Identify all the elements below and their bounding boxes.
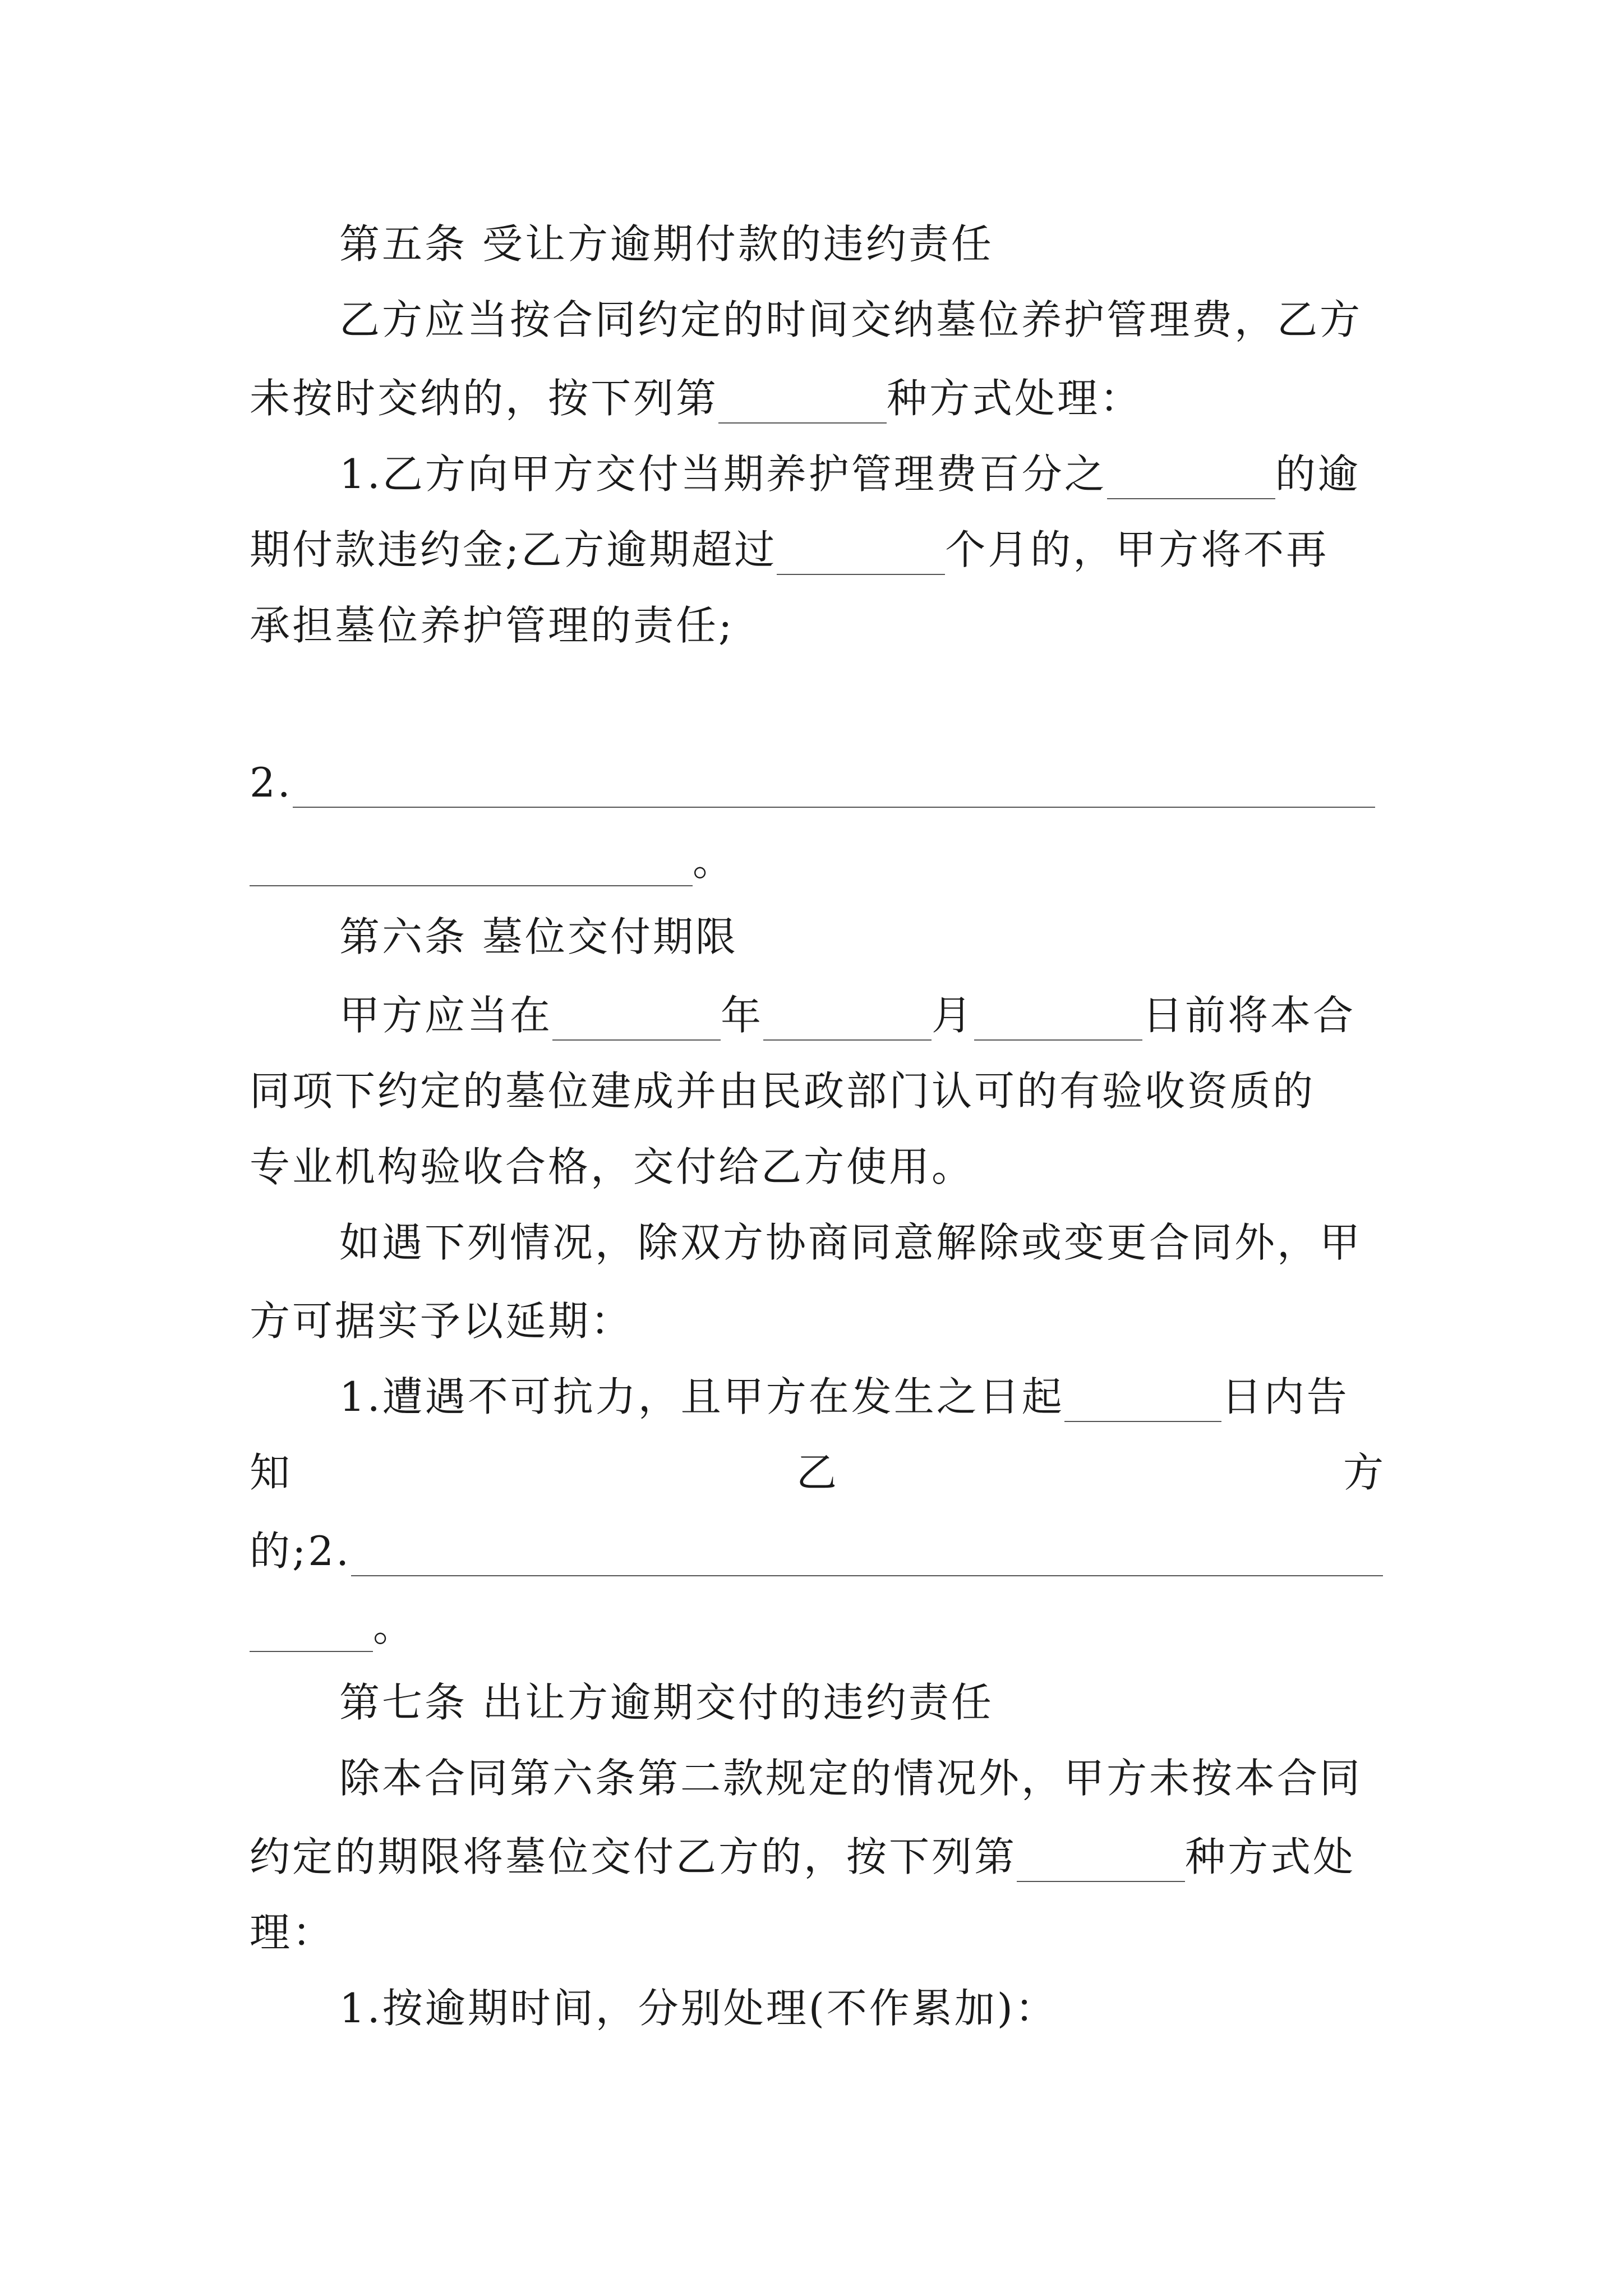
article-7-item-1 (339, 1983, 1058, 2033)
fill-blank-days (1064, 1382, 1221, 1422)
article-6-item-1-line-2-c2 (796, 1447, 839, 1498)
paragraph-text: 乙方应当按合同约定的时间交纳墓位养护管理费，乙方 (339, 296, 1363, 343)
article-6-item-1-line-2-c3 (1343, 1447, 1386, 1498)
paragraph-text: 如遇下列情况，除双方协商同意解除或变更合同外，甲 (339, 1219, 1363, 1266)
paragraph-text: 约定的期限将墓位交付乙方的，按下列第 (250, 1833, 1017, 1880)
article-5-item-2-line-2 (250, 836, 735, 886)
paragraph-text: 日内告 (1221, 1373, 1349, 1420)
paragraph-text: 乙 (796, 1449, 840, 1496)
article-5-item-2-line-1 (250, 757, 1375, 808)
paragraph-text: 1.乙方向甲方交付当期养护管理费百分之 (339, 450, 1107, 498)
paragraph-text: 种方式处 (1185, 1833, 1356, 1880)
fill-blank-month (763, 1000, 932, 1041)
article-5-title-text: 第五条 受让方逾期付款的违约责任 (339, 220, 994, 268)
fill-blank-months (777, 535, 945, 575)
fill-blank-method (718, 383, 887, 424)
paragraph-text: 理： (250, 1909, 335, 1956)
paragraph-text: 年 (721, 992, 764, 1039)
fill-blank-year (552, 1000, 721, 1041)
paragraph-text: 日前将本合 (1142, 992, 1356, 1039)
article-5-para-1-line-2 (250, 373, 1142, 424)
article-6-item-2-line-2 (250, 1602, 416, 1652)
article-7-para-1-line-3 (250, 1907, 335, 1958)
article-6-para-1-line-3 (250, 1142, 974, 1192)
article-6-title-text: 第六条 墓位交付期限 (339, 913, 738, 960)
paragraph-text: 的;2. (250, 1527, 351, 1575)
fill-blank-item-2 (351, 1536, 1383, 1576)
article-5-item-1-line-2 (250, 524, 1329, 575)
fill-blank-item-2-cont (250, 846, 693, 886)
fill-blank-item-2 (293, 767, 1375, 808)
paragraph-text: 期付款违约金;乙方逾期超过 (250, 526, 777, 573)
paragraph-text: 1.按逾期时间，分别处理(不作累加)： (339, 1985, 1058, 2032)
article-5-item-1-line-1 (339, 449, 1361, 499)
article-7-title-text: 第七条 出让方逾期交付的违约责任 (339, 1679, 994, 1726)
article-6-item-1-line-2-c1 (250, 1447, 292, 1498)
paragraph-text: 个月的，甲方将不再 (945, 526, 1329, 573)
paragraph-text: 除本合同第六条第二款规定的情况外，甲方未按本合同 (339, 1755, 1363, 1802)
article-6-item-1-line-1 (339, 1372, 1349, 1422)
article-7-para-1-line-1 (339, 1753, 1362, 1803)
article-6-title (339, 912, 738, 962)
paragraph-text: 。 (373, 1603, 416, 1650)
paragraph-text: 方 (1343, 1449, 1386, 1496)
fill-blank-item-2-cont (250, 1612, 373, 1652)
paragraph-text: 同项下约定的墓位建成并由民政部门认可的有验收资质的 (250, 1068, 1316, 1115)
paragraph-text: 。 (693, 838, 736, 885)
article-7-para-1-line-2 (250, 1832, 1355, 1882)
article-6-item-1-line-3 (250, 1526, 1383, 1576)
article-5-item-1-line-3 (250, 600, 734, 651)
paragraph-text: 的逾 (1275, 450, 1361, 498)
paragraph-text: 方可据实予以延期： (250, 1297, 634, 1345)
paragraph-text: 甲方应当在 (339, 992, 553, 1039)
paragraph-text: 未按时交纳的，按下列第 (250, 375, 719, 422)
paragraph-text: 知 (250, 1449, 293, 1496)
fill-blank-day (974, 1000, 1142, 1041)
article-6-para-1-line-2 (250, 1066, 1315, 1116)
paragraph-text: 专业机构验收合格，交付给乙方使用。 (250, 1143, 975, 1190)
paragraph-text: 1.遭遇不可抗力，且甲方在发生之日起 (339, 1373, 1064, 1420)
article-5-title (339, 219, 994, 269)
article-6-para-1-line-1 (339, 990, 1355, 1041)
fill-blank-method (1017, 1842, 1185, 1882)
paragraph-text: 月 (932, 992, 975, 1039)
article-6-para-2-line-2 (250, 1296, 633, 1346)
fill-blank-percent (1107, 459, 1275, 499)
article-6-para-2-line-1 (339, 1217, 1362, 1268)
item-number: 2. (250, 759, 293, 806)
article-5-para-1-line-1 (339, 295, 1362, 345)
paragraph-text: 种方式处理： (887, 375, 1143, 422)
paragraph-text: 承担墓位养护管理的责任; (250, 602, 735, 649)
article-7-title (339, 1677, 994, 1728)
